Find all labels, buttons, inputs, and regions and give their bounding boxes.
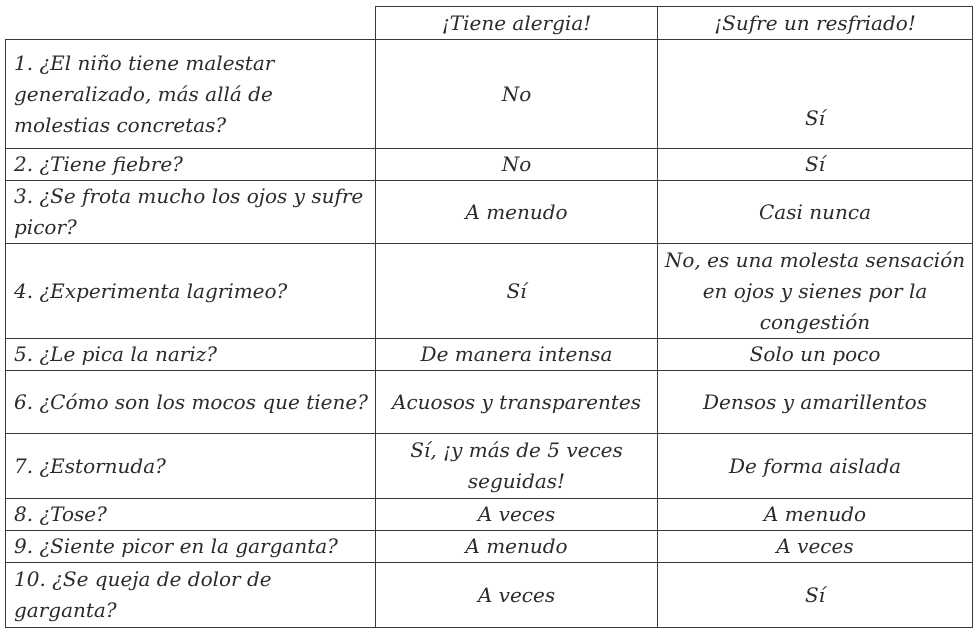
cold-answer-cell: Densos y amarillentos bbox=[658, 371, 973, 434]
question-cell: 1. ¿El niño tiene malestar generalizado, más allá de molestias concretas? bbox=[6, 40, 376, 149]
table-row bbox=[6, 339, 973, 371]
allergy-answer-cell: Sí, ¡y más de 5 veces seguidas! bbox=[376, 434, 658, 499]
comparison-table-wrapper bbox=[5, 6, 973, 628]
cold-answer-cell: A menudo bbox=[658, 499, 973, 531]
allergy-answer-cell: Acuosos y transparentes bbox=[376, 371, 658, 434]
allergy-vs-cold-table bbox=[5, 6, 973, 628]
question-cell: 5. ¿Le pica la nariz? bbox=[6, 339, 376, 371]
question-cell: 9. ¿Siente picor en la garganta? bbox=[6, 531, 376, 563]
question-cell: 8. ¿Tose? bbox=[6, 499, 376, 531]
allergy-answer-cell: Sí bbox=[376, 244, 658, 339]
header-allergy: ¡Tiene alergia! bbox=[376, 7, 658, 40]
question-cell: 3. ¿Se frota mucho los ojos y sufre picor? bbox=[6, 181, 376, 244]
header-blank-cell bbox=[6, 7, 376, 40]
table-row bbox=[6, 149, 973, 181]
question-cell: 6. ¿Cómo son los mocos que tiene? bbox=[6, 371, 376, 434]
cold-answer-cell: Sí bbox=[658, 563, 973, 628]
allergy-answer-cell: A menudo bbox=[376, 181, 658, 244]
question-cell: 10. ¿Se queja de dolor de garganta? bbox=[6, 563, 376, 628]
cold-answer-cell: Casi nunca bbox=[658, 181, 973, 244]
cold-answer-cell: Sí bbox=[658, 149, 973, 181]
cold-answer-cell: No, es una molesta sensación en ojos y sienes por la congestión bbox=[658, 244, 973, 339]
table-row bbox=[6, 181, 973, 244]
allergy-answer-cell: A menudo bbox=[376, 531, 658, 563]
allergy-answer-cell: A veces bbox=[376, 563, 658, 628]
question-cell: 2. ¿Tiene fiebre? bbox=[6, 149, 376, 181]
cold-answer-cell: Sí bbox=[658, 40, 973, 149]
question-cell: 7. ¿Estornuda? bbox=[6, 434, 376, 499]
table-row bbox=[6, 563, 973, 628]
table-row bbox=[6, 434, 973, 499]
cold-answer-cell: Solo un poco bbox=[658, 339, 973, 371]
table-row bbox=[6, 499, 973, 531]
table-row bbox=[6, 371, 973, 434]
allergy-answer-cell: De manera intensa bbox=[376, 339, 658, 371]
header-cold: ¡Sufre un resfriado! bbox=[658, 7, 973, 40]
table-header-row bbox=[6, 7, 973, 40]
cold-answer-cell: De forma aislada bbox=[658, 434, 973, 499]
allergy-answer-cell: No bbox=[376, 149, 658, 181]
table-row bbox=[6, 40, 973, 149]
cold-answer-cell: A veces bbox=[658, 531, 973, 563]
table-row bbox=[6, 531, 973, 563]
allergy-answer-cell: No bbox=[376, 40, 658, 149]
question-cell: 4. ¿Experimenta lagrimeo? bbox=[6, 244, 376, 339]
allergy-answer-cell: A veces bbox=[376, 499, 658, 531]
table-row bbox=[6, 244, 973, 339]
